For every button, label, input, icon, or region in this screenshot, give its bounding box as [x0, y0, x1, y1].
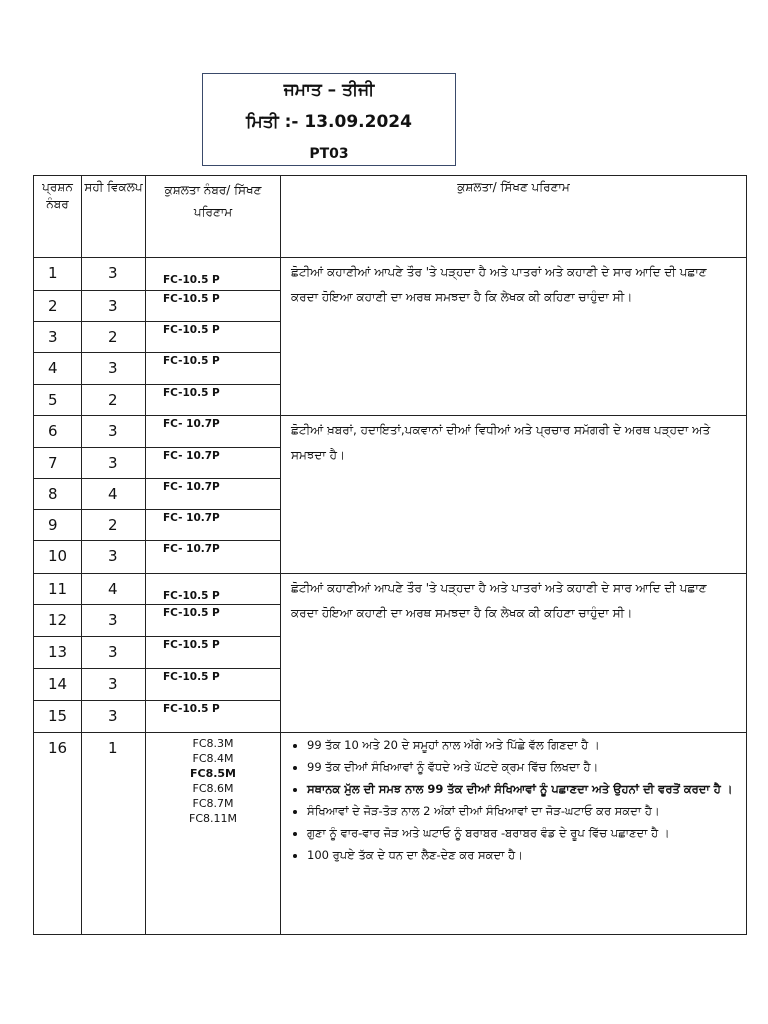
correct-option: 3	[82, 637, 146, 669]
question-number: 4	[34, 353, 82, 385]
skill-code: FC-10.5 P	[146, 574, 281, 605]
skill-code: FC- 10.7P	[146, 448, 281, 479]
correct-option: 3	[82, 605, 146, 637]
question-number: 7	[34, 448, 82, 479]
header-skill-no: ਕੁਸ਼ਲਤਾ ਨੰਬਰ/ ਸਿੱਖਣ ਪਰਿਣਾਮ	[146, 176, 281, 258]
header-skill-desc: ਕੁਸ਼ਲਤਾ/ ਸਿੱਖਣ ਪਰਿਣਾਮ	[281, 176, 747, 258]
question-number: 12	[34, 605, 82, 637]
header-question-no: ਪ੍ਰਸ਼ਨ ਨੰਬਰ	[34, 176, 82, 258]
question-number: 14	[34, 669, 82, 701]
skill-description-group-1: ਛੋਟੀਆਂ ਕਹਾਣੀਆਂ ਆਪਣੇ ਤੌਰ 'ਤੇ ਪੜ੍ਹਦਾ ਹੈ ਅਤੇ ਪਾਤਰਾਂ ਅਤੇ ਕਹਾਣੀ ਦੇ ਸਾਰ ਆਦਿ ਦੀ ਪਛਾਣ ਕਰਦਾ ਹੋਇਆ ਕਹਾਣੀ ਦਾ ਅਰਥ ਸਮਝਦਾ ਹੈ ਕਿ ਲੇਖਕ ਕੀ ਕਹਿਣਾ ਚਾਹੁੰਦਾ ਸੀ।	[281, 258, 747, 416]
correct-option: 2	[82, 322, 146, 353]
question-number: 15	[34, 701, 82, 733]
skill-code: FC-10.5 P	[146, 291, 281, 322]
header-box	[202, 73, 456, 166]
correct-option: 3	[82, 258, 146, 291]
skill-code: FC-10.5 P	[146, 701, 281, 733]
correct-option: 3	[82, 669, 146, 701]
skill-description-group-2: ਛੋਟੀਆਂ ਖ਼ਬਰਾਂ, ਹਦਾਇਤਾਂ,ਪਕਵਾਨਾਂ ਦੀਆਂ ਵਿਧੀਆਂ ਅਤੇ ਪ੍ਰਚਾਰ ਸਮੱਗਰੀ ਦੇ ਅਰਥ ਪੜ੍ਹਦਾ ਅਤੇ ਸਮਝਦਾ ਹੈ।	[281, 416, 747, 574]
list-item: • ਸੰਖਿਆਵਾਂ ਦੇ ਜੋੜ-ਤੋੜ ਨਾਲ 2 ਅੰਕਾਂ ਦੀਆਂ ਸੰਖਿਆਵਾਂ ਦਾ ਜੋੜ-ਘਟਾਓ ਕਰ ਸਕਦਾ ਹੈ।	[307, 800, 738, 822]
correct-option: 3	[82, 448, 146, 479]
skill-code: FC- 10.7P	[146, 510, 281, 541]
table-row	[34, 574, 747, 605]
correct-option: 3	[82, 353, 146, 385]
list-item: • 99 ਤੱਕ ਦੀਆਂ ਸੰਖਿਆਵਾਂ ਨੂੰ ਵੱਧਦੇ ਅਤੇ ਘੱਟਦੇ ਕ੍ਰਮ ਵਿੱਚ ਲਿਖਦਾ ਹੈ।	[307, 756, 738, 778]
question-number: 1	[34, 258, 82, 291]
table-row	[34, 258, 747, 291]
skill-code: FC8.4M	[192, 752, 234, 765]
question-number: 16	[34, 733, 82, 935]
skill-code: FC8.3M	[192, 737, 234, 750]
skill-code: FC-10.5 P	[146, 385, 281, 416]
skill-code: FC8.7M	[192, 797, 234, 810]
question-number: 9	[34, 510, 82, 541]
correct-option: 2	[82, 385, 146, 416]
bullet-list	[281, 734, 746, 866]
table-header-row	[34, 176, 747, 258]
header-correct-option: ਸਹੀ ਵਿਕਲਪ	[82, 176, 146, 258]
question-number: 5	[34, 385, 82, 416]
question-number: 8	[34, 479, 82, 510]
answer-key-table	[33, 175, 747, 935]
correct-option: 3	[82, 416, 146, 448]
skill-code: FC- 10.7P	[146, 541, 281, 574]
question-number: 6	[34, 416, 82, 448]
list-item: • ਗੁਣਾ ਨੂੰ ਵਾਰ-ਵਾਰ ਜੋੜ ਅਤੇ ਘਟਾਓ ਨੂੰ ਬਰਾਬਰ -ਬਰਾਬਰ ਵੰਡ ਦੇ ਰੂਪ ਵਿੱਚ ਪਛਾਣਦਾ ਹੈ ।	[307, 822, 738, 844]
list-item: • 99 ਤੱਕ 10 ਅਤੇ 20 ਦੇ ਸਮੂਹਾਂ ਨਾਲ ਅੱਗੇ ਅਤੇ ਪਿੱਛੇ ਵੱਲ ਗਿਣਦਾ ਹੈ ।	[307, 734, 738, 756]
skill-code: FC-10.5 P	[146, 637, 281, 669]
correct-option: 2	[82, 510, 146, 541]
skill-code: FC8.11M	[189, 812, 237, 825]
date-line: ਮਿਤੀ :- 13.09.2024	[246, 112, 412, 132]
skill-code: FC8.6M	[192, 782, 234, 795]
skill-description-group-4	[281, 733, 747, 935]
skill-code: FC8.5M	[189, 767, 237, 780]
question-number: 11	[34, 574, 82, 605]
table-row	[34, 416, 747, 448]
class-title: ਜਮਾਤ – ਤੀਜੀ	[283, 80, 375, 100]
correct-option: 3	[82, 701, 146, 733]
skill-code: FC-10.5 P	[146, 669, 281, 701]
correct-option: 3	[82, 541, 146, 574]
test-code: PT03	[309, 146, 349, 162]
skill-codes-list	[146, 733, 281, 935]
skill-code: FC-10.5 P	[146, 605, 281, 637]
correct-option: 1	[82, 733, 146, 935]
skill-code: FC- 10.7P	[146, 416, 281, 448]
skill-code: FC-10.5 P	[146, 258, 281, 291]
question-number: 2	[34, 291, 82, 322]
list-item: • 100 ਰੁਪਏ ਤੱਕ ਦੇ ਧਨ ਦਾ ਲੈਣ-ਦੇਣ ਕਰ ਸਕਦਾ ਹੈ।	[307, 844, 738, 866]
skill-description-group-3: ਛੋਟੀਆਂ ਕਹਾਣੀਆਂ ਆਪਣੇ ਤੌਰ 'ਤੇ ਪੜ੍ਹਦਾ ਹੈ ਅਤੇ ਪਾਤਰਾਂ ਅਤੇ ਕਹਾਣੀ ਦੇ ਸਾਰ ਆਦਿ ਦੀ ਪਛਾਣ ਕਰਦਾ ਹੋਇਆ ਕਹਾਣੀ ਦਾ ਅਰਥ ਸਮਝਦਾ ਹੈ ਕਿ ਲੇਖਕ ਕੀ ਕਹਿਣਾ ਚਾਹੁੰਦਾ ਸੀ।	[281, 574, 747, 733]
list-item: • ਸਥਾਨਕ ਮੁੱਲ ਦੀ ਸਮਝ ਨਾਲ 99 ਤੱਕ ਦੀਆਂ ਸੰਖਿਆਵਾਂ ਨੂੰ ਪਛਾਣਦਾ ਅਤੇ ਉਹਨਾਂ ਦੀ ਵਰਤੋਂ ਕਰਦਾ ਹੈ ।	[307, 778, 738, 800]
question-number: 3	[34, 322, 82, 353]
question-number: 10	[34, 541, 82, 574]
correct-option: 4	[82, 479, 146, 510]
skill-code: FC- 10.7P	[146, 479, 281, 510]
correct-option: 4	[82, 574, 146, 605]
skill-code: FC-10.5 P	[146, 353, 281, 385]
question-number: 13	[34, 637, 82, 669]
skill-code: FC-10.5 P	[146, 322, 281, 353]
correct-option: 3	[82, 291, 146, 322]
table-row-16	[34, 733, 747, 935]
